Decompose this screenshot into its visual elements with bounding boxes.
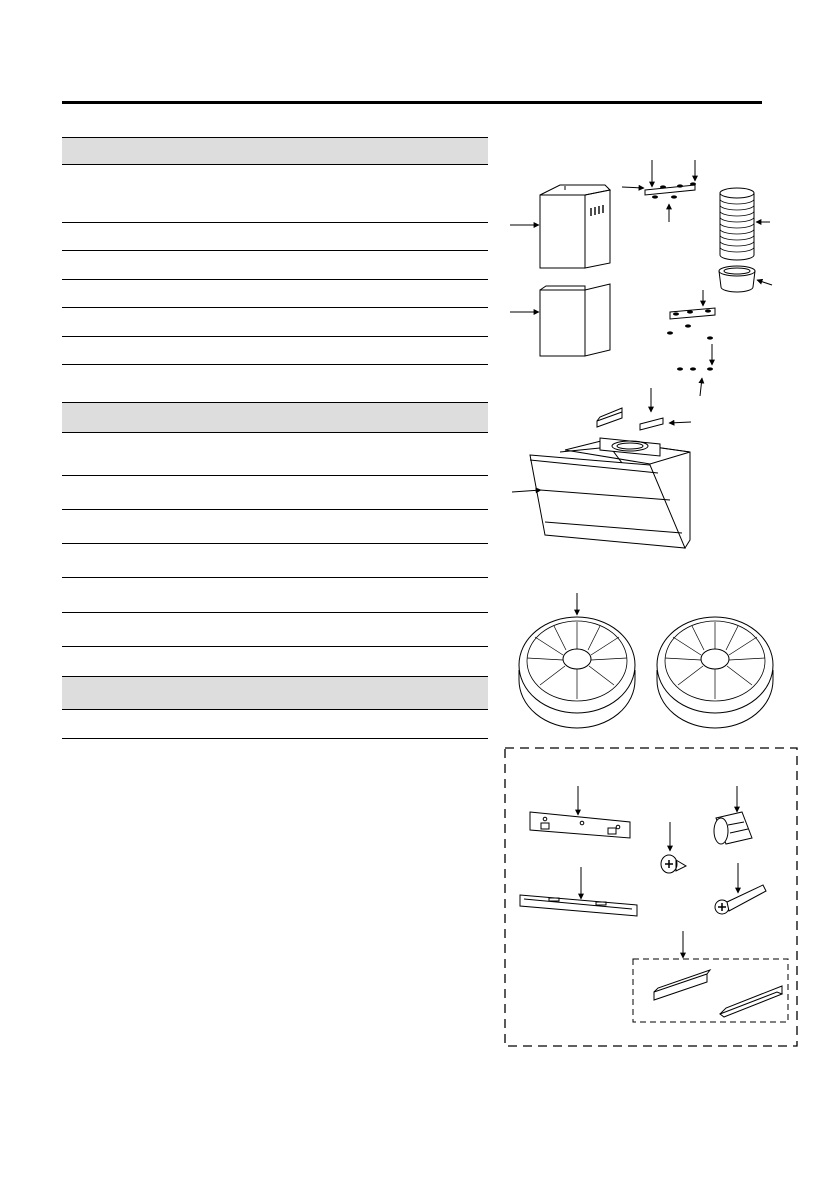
wall-fixing-assembly-figure [667,290,715,396]
lower-chimney-figure [510,284,610,356]
angle-brackets-figure [633,931,788,1022]
carbon-filters-figure [519,593,773,728]
adapter-ring-figure [719,266,772,292]
hood-body-figure [512,438,690,548]
chimney-bracket-figure [622,160,696,222]
hood-top-brackets-figure [597,388,691,430]
screw-figure [661,822,686,873]
wall-bracket-figure [530,786,630,838]
mounting-rail-figure [520,867,637,916]
upper-chimney-figure [510,185,610,268]
wall-plug-figure [714,786,752,844]
long-screw-figure [715,863,766,914]
flexible-duct-figure [720,188,770,260]
